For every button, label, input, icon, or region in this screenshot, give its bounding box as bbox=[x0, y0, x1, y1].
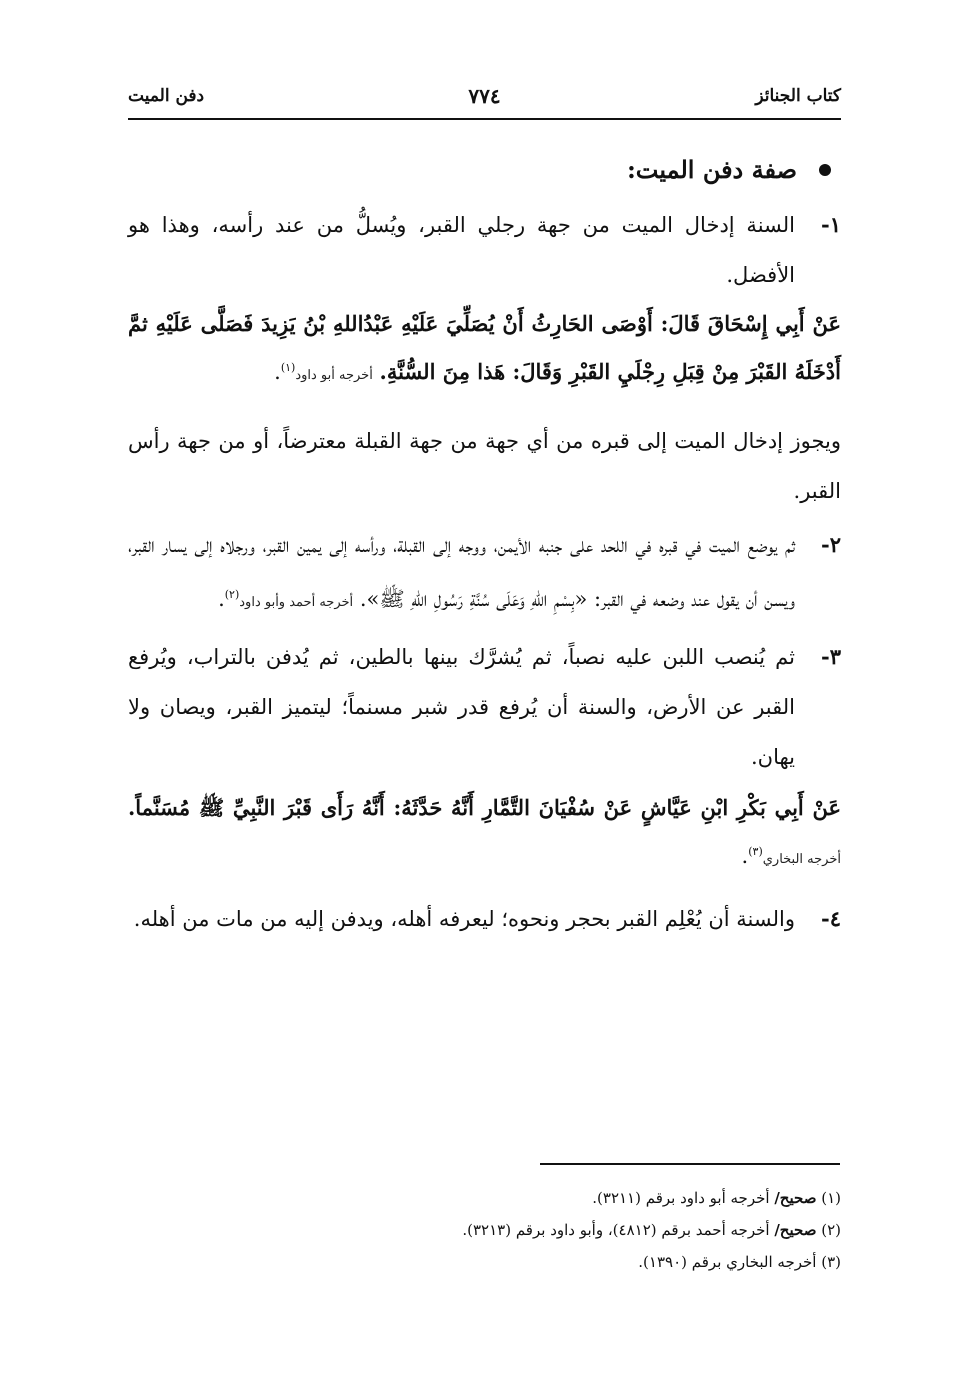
page-header bbox=[128, 86, 841, 116]
footnote-mark: (٣) bbox=[821, 1253, 841, 1271]
footnotes bbox=[300, 1182, 841, 1278]
paragraph-extra: ويجوز إدخال الميت إلى قبره من أي جهة من جهة القبلة معترضاً، أو من جهة رأس القبر. bbox=[128, 429, 841, 503]
footnote-mark: (٢) bbox=[821, 1221, 841, 1239]
footnote-text: أخرجه أبو داود برقم (٣٢١١). bbox=[592, 1189, 770, 1207]
chapter-title: كتاب الجنائز bbox=[755, 86, 841, 106]
footnote-3 bbox=[300, 1246, 841, 1278]
hadith-quote-3: عَنْ أَبِي بَكْرِ ابْنِ عَيَّاشٍ عَنْ سُفْيَانَ التَّمَّارِ أَنَّهُ حَدَّثَهُ: أَنَّهُ رَأَى قَبْرَ النَّبِيِّ ﷺ مُسَنَّماً. أخرجه البخاري$^{(٣)}$. bbox=[128, 795, 841, 868]
page-body bbox=[128, 140, 841, 944]
footnote-ref: (١) bbox=[280, 361, 296, 374]
section-heading bbox=[128, 140, 841, 200]
item-number: ٣- bbox=[821, 644, 841, 669]
list-item-3 bbox=[128, 632, 841, 782]
header-divider bbox=[128, 118, 841, 120]
hadith-source: أخرجه البخاري bbox=[762, 852, 841, 867]
item-number: ١- bbox=[821, 212, 841, 237]
footnote-divider bbox=[540, 1163, 840, 1165]
item-number: ٤- bbox=[821, 906, 841, 931]
footnote-ref: (٢) bbox=[224, 588, 240, 601]
item-text: ثم يوضع الميت في قبره في اللحد على جنبه الأيمن، ووجه إلى القبلة، ورأسه إلى يمين القبر، ورجلاه إلى يسار القبر، ويسن أن يقول عند وضعه في القبر: «بِسْمِ اللهِ وَعَلَى سُنَّةِ رَسُولِ اللهِ ﷺ». bbox=[128, 533, 795, 611]
hadith-text: عَنْ أَبِي إِسْحَاقَ قَالَ: أَوْصَى الحَارِثُ أَنْ يُصَلِّيَ عَلَيْهِ عَبْدُاللهِ بْنُ يَزِيدَ فَصَلَّى عَلَيْهِ ثمَّ أَدْخَلَهُ القَبْرَ مِنْ قِبَلِ رِجْلَيِ القَبْرِ وَقَالَ: هَذا مِنَ السُّنَّةِ. bbox=[128, 311, 841, 384]
section-title: دفن الميت bbox=[128, 86, 205, 106]
list-item-1 bbox=[128, 200, 841, 300]
footnote-2 bbox=[300, 1214, 841, 1246]
footnote-ref: (٣) bbox=[748, 845, 763, 858]
item-text: السنة إدخال الميت من جهة رجلي القبر، ويُسلُّ من عند رأسه، وهذا هو الأفضل. bbox=[128, 213, 795, 287]
hadith-text: عَنْ أَبِي بَكْرِ ابْنِ عَيَّاشٍ عَنْ سُفْيَانَ التَّمَّارِ أَنَّهُ حَدَّثَهُ: أَنَّهُ رَأَى قَبْرَ النَّبِيِّ ﷺ مُسَنَّماً. bbox=[128, 795, 841, 820]
item-text: والسنة أن يُعْلِم القبر بحجر ونحوه؛ ليعرفه أهله، ويدفن إليه من مات من أهله. bbox=[133, 907, 795, 931]
hadith-source: أخرجه أحمد وأبو داود bbox=[239, 595, 354, 610]
item-number: ٢- bbox=[821, 532, 841, 557]
footnote-mark: (١) bbox=[821, 1189, 841, 1207]
item-text: ثم يُنصب اللبن عليه نصباً، ثم يُشرَّك بينها بالطين، ثم يُدفن بالتراب، ويُرفع القبر عن الأرض، والسنة أن يُرفع قدر شبر مسنماً؛ ليتميز القبر، ويصان ولا يهان. bbox=[128, 645, 795, 769]
hadith-source: أخرجه أبو داود bbox=[295, 368, 373, 383]
footnote-1 bbox=[300, 1182, 841, 1214]
list-item-4 bbox=[128, 894, 841, 944]
footnote-text: أخرجه أحمد برقم (٤٨١٢)، وأبو داود برقم (٣٢١٣). bbox=[462, 1221, 770, 1239]
footnote-grade: صحيح/ bbox=[774, 1221, 817, 1239]
section-heading-text: صفة دفن الميت: bbox=[626, 155, 797, 184]
bullet-icon bbox=[819, 164, 831, 176]
hadith-quote-1: عَنْ أَبِي إِسْحَاقَ قَالَ: أَوْصَى الحَارِثُ أَنْ يُصَلِّيَ عَلَيْهِ عَبْدُاللهِ بْنُ يَزِيدَ فَصَلَّى عَلَيْهِ ثمَّ أَدْخَلَهُ القَبْرَ مِنْ قِبَلِ رِجْلَيِ القَبْرِ وَقَالَ: هَذا مِنَ السُّنَّةِ. أخرجه أبو داود$^{(١)}$. bbox=[128, 311, 841, 384]
page-number: ٧٧٤ bbox=[468, 84, 501, 108]
item-text-wrap: ثم يوضع الميت في قبره في اللحد على جنبه الأيمن، ووجه إلى القبلة، ورأسه إلى يمين القبر، ورجلاه إلى يسار القبر، ويسن أن يقول عند وضعه في القبر: «بِسْمِ اللهِ وَعَلَى سُنَّةِ رَسُولِ اللهِ ﷺ». أخرجه أحمد وأبو داود$^{(٢)}$. bbox=[128, 533, 795, 611]
footnote-grade: صحيح/ bbox=[774, 1189, 817, 1207]
list-item-2 bbox=[128, 520, 841, 628]
footnote-text: أخرجه البخاري برقم (١٣٩٠). bbox=[638, 1253, 817, 1271]
